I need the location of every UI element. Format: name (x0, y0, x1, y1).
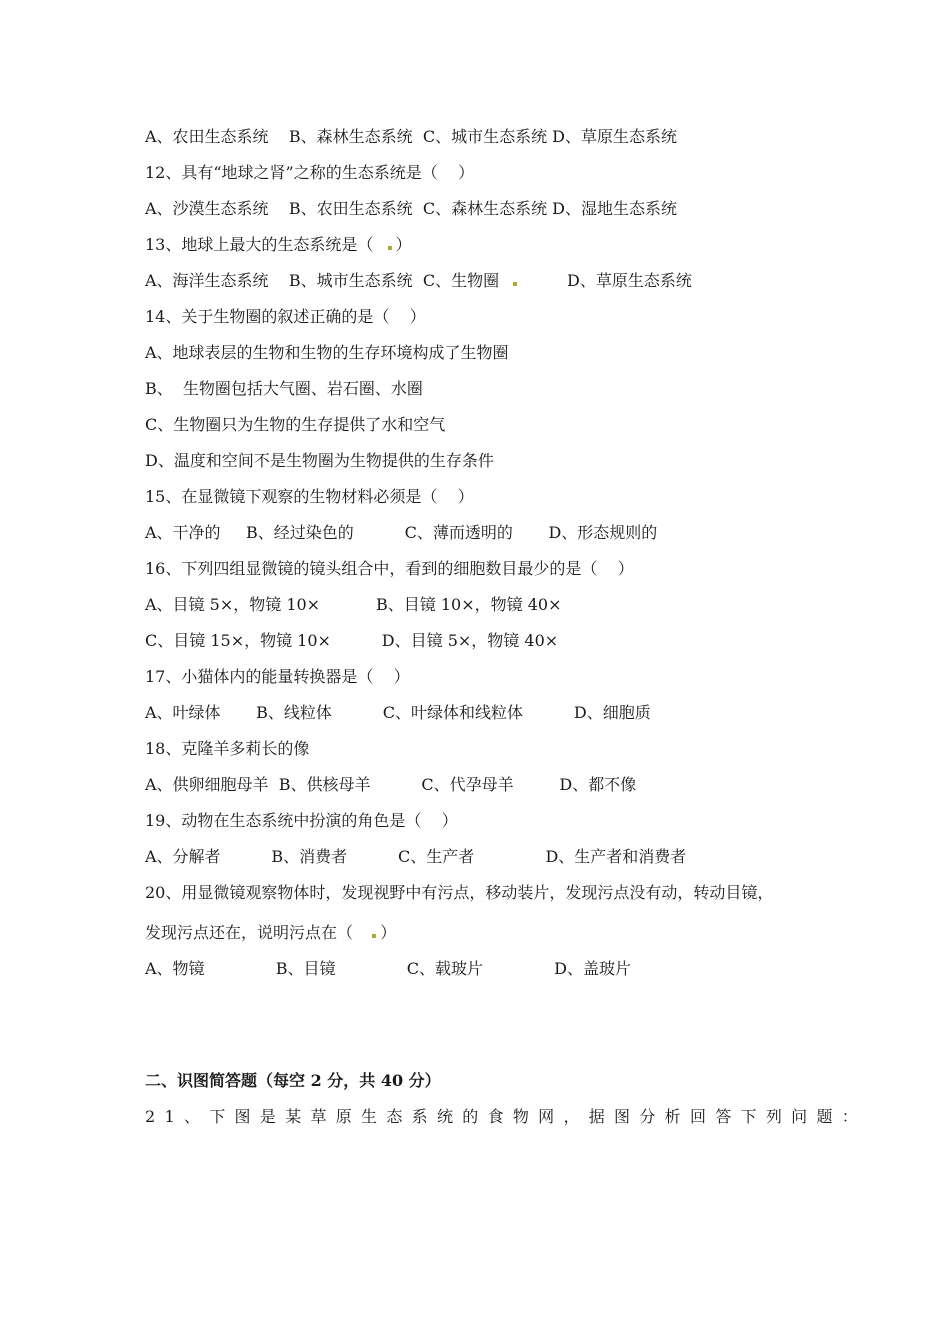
q21-stem: 21、下图是某草原生态系统的食物网，据图分析回答下列问题： (145, 1107, 868, 1126)
q11-options: A、农田生态系统 B、森林生态系统 C、城市生态系统 D、草原生态系统 (145, 127, 677, 146)
q12-stem: 12、具有“地球之肾”之称的生态系统是（ ） (145, 163, 475, 182)
q19-options: A、分解者 B、消费者 C、生产者 D、生产者和消费者 (145, 847, 687, 866)
q16-options-cd: C、目镜 15×，物镜 10× D、目镜 5×，物镜 40× (145, 631, 559, 650)
q20-stem-text: 发现污点还在，说明污点在（ (145, 923, 354, 942)
q20-stem-line1: 20、用显微镜观察物体时，发现视野中有污点，移动装片，发现污点没有动，转动目镜， (145, 883, 774, 902)
q13-options (145, 271, 692, 291)
q20-stem-close: ） (380, 923, 397, 942)
section-title: 二、识图简答题（每空 2 分，共 40 分） (145, 1071, 441, 1090)
q16-options-ab: A、目镜 5×，物镜 10× B、目镜 10×，物镜 40× (145, 595, 562, 614)
q14-stem: 14、关于生物圈的叙述正确的是（ ） (145, 307, 426, 326)
dot-mark (372, 934, 376, 938)
q13-stem-close: ） (395, 235, 412, 254)
q14-option-b: B、 生物圈包括大气圈、岩石圈、水圈 (145, 379, 423, 398)
q13-stem (145, 235, 412, 255)
q17-options: A、叶绿体 B、线粒体 C、叶绿体和线粒体 D、细胞质 (145, 703, 651, 722)
q13-options-text: A、海洋生态系统 B、城市生态系统 C、生物圈 (145, 271, 500, 290)
q20-options: A、物镜 B、目镜 C、载玻片 D、盖玻片 (145, 959, 631, 978)
q13-stem-text: 13、地球上最大的生态系统是（ (145, 235, 374, 254)
q15-stem: 15、在显微镜下观察的生物材料必须是（ ） (145, 487, 474, 506)
q15-options: A、干净的 B、经过染色的 C、薄而透明的 D、形态规则的 (145, 523, 658, 542)
q16-stem: 16、下列四组显微镜的镜头组合中，看到的细胞数目最少的是（ ） (145, 559, 634, 578)
q14-option-c: C、生物圈只为生物的生存提供了水和空气 (145, 415, 446, 434)
q13-option-d: D、草原生态系统 (567, 271, 692, 290)
q18-options: A、供卵细胞母羊 B、供核母羊 C、代孕母羊 D、都不像 (145, 775, 637, 794)
q18-stem: 18、克隆羊多莉长的像 (145, 739, 310, 758)
q14-option-d: D、温度和空间不是生物圈为生物提供的生存条件 (145, 451, 494, 470)
dot-mark (513, 282, 517, 286)
q12-options: A、沙漠生态系统 B、农田生态系统 C、森林生态系统 D、湿地生态系统 (145, 199, 677, 218)
q19-stem: 19、动物在生态系统中扮演的角色是（ ） (145, 811, 458, 830)
q17-stem: 17、小猫体内的能量转换器是（ ） (145, 667, 410, 686)
q20-stem-line2 (145, 923, 396, 943)
q14-option-a: A、地球表层的生物和生物的生存环境构成了生物圈 (145, 343, 509, 362)
dot-mark (388, 246, 392, 250)
